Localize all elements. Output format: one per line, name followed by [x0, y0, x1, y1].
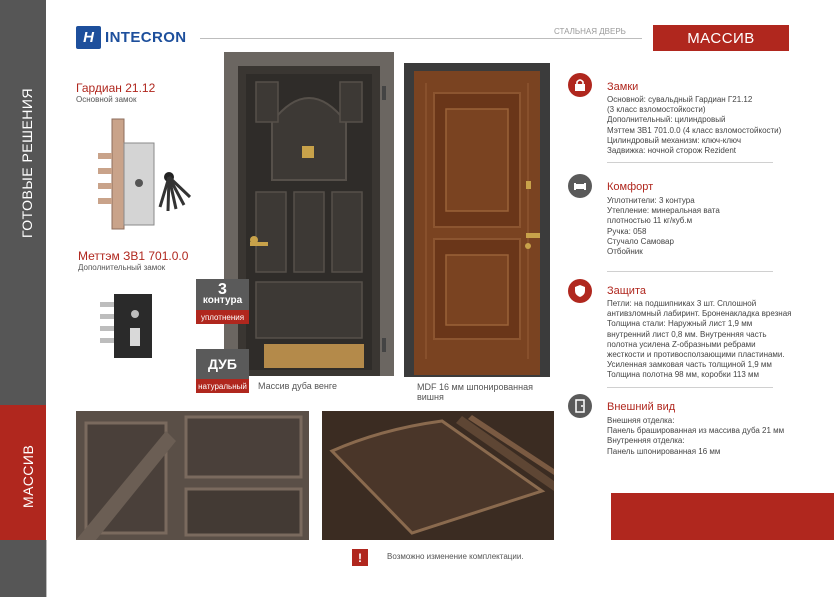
oak-sub-badge: натуральный [196, 379, 249, 393]
cylinder-lock-image [96, 292, 156, 362]
detail-photo-inner [322, 411, 554, 540]
outer-door-image [224, 52, 394, 376]
contours-number: 3 [218, 280, 227, 298]
decorative-band [611, 493, 834, 540]
section-text-protection: Петли: на подшипниках 3 шт. Сплошной антивзломный лабиринт. Броненакладка врезная Толщина стали: Наружный лист 1,9 мм внутренний лист 0,8 мм. Внутренняя часть полотна усилена Z-образными ребрами жесткости и противосползающими пластинами. Усиленная замковая часть толщиной 1,9 мм Толщина полотна 98 мм, коробки 113 мм [607, 299, 792, 380]
page-subtitle: СТАЛЬНАЯ ДВЕРЬ [554, 27, 626, 36]
section-title-comfort: Комфорт [607, 181, 654, 193]
contours-sub-badge: уплотнения [196, 310, 249, 324]
lock-main-name: Гардиан 21.12 [76, 81, 156, 95]
sidebar-label-massiv[interactable]: МАССИВ [20, 444, 36, 508]
section-text-comfort: Уплотнители: 3 контура Утепление: минеральная вата плотностью 11 кг/куб.м Ручка: 058 Стучало Самовар Отбойник [607, 196, 720, 257]
divider [46, 540, 47, 597]
outer-door-caption: Массив дуба венге [258, 381, 337, 391]
section-title-locks: Замки [607, 81, 639, 93]
lock-extra-desc: Дополнительный замок [78, 263, 166, 272]
detail-photo-outer [76, 411, 309, 540]
section-text-locks: Основной: сувальдный Гардиан Г21.12 (3 класс взломостойкости) Дополнительный: цилиндровый Мэттем ЗВ1 701.0.0 (4 класс взломостойкости) Цилиндровый механизм: ключ-ключ Задвижка: ночной сторож Rezident [607, 95, 782, 156]
inner-door-caption-1: MDF 16 мм шпонированная [417, 382, 533, 392]
inner-door-caption-2: вишня [417, 392, 444, 402]
logo-mark-icon: H [76, 26, 101, 49]
contours-word: контура [202, 294, 243, 306]
header-rule [200, 38, 642, 39]
note-text: Возможно изменение комплектации. [387, 552, 524, 561]
section-divider [607, 271, 773, 272]
section-text-appearance: Внешняя отделка: Панель брашированная из массива дуба 21 мм Внутренняя отделка: Панель шпонированная 16 мм [607, 416, 785, 456]
warning-icon: ! [352, 549, 368, 566]
lock-icon [568, 73, 592, 97]
page-title: МАССИВ [653, 25, 789, 51]
section-divider [607, 162, 773, 163]
lock-main-desc: Основной замок [76, 95, 137, 104]
section-title-appearance: Внешний вид [607, 401, 676, 413]
section-title-protection: Защита [607, 285, 646, 297]
brand-logo [76, 26, 187, 49]
oak-badge: ДУБ [196, 349, 249, 379]
contours-badge [196, 279, 249, 310]
section-divider [607, 387, 773, 388]
door-icon [568, 394, 592, 418]
sidebar-label-solutions[interactable]: ГОТОВЫЕ РЕШЕНИЯ [19, 87, 35, 238]
sofa-icon [568, 174, 592, 198]
brand-name: INTECRON [105, 29, 187, 46]
inner-door-image [404, 63, 550, 377]
lever-lock-image [90, 113, 200, 231]
shield-icon [568, 279, 592, 303]
lock-extra-name: Меттэм ЗВ1 701.0.0 [78, 249, 189, 263]
